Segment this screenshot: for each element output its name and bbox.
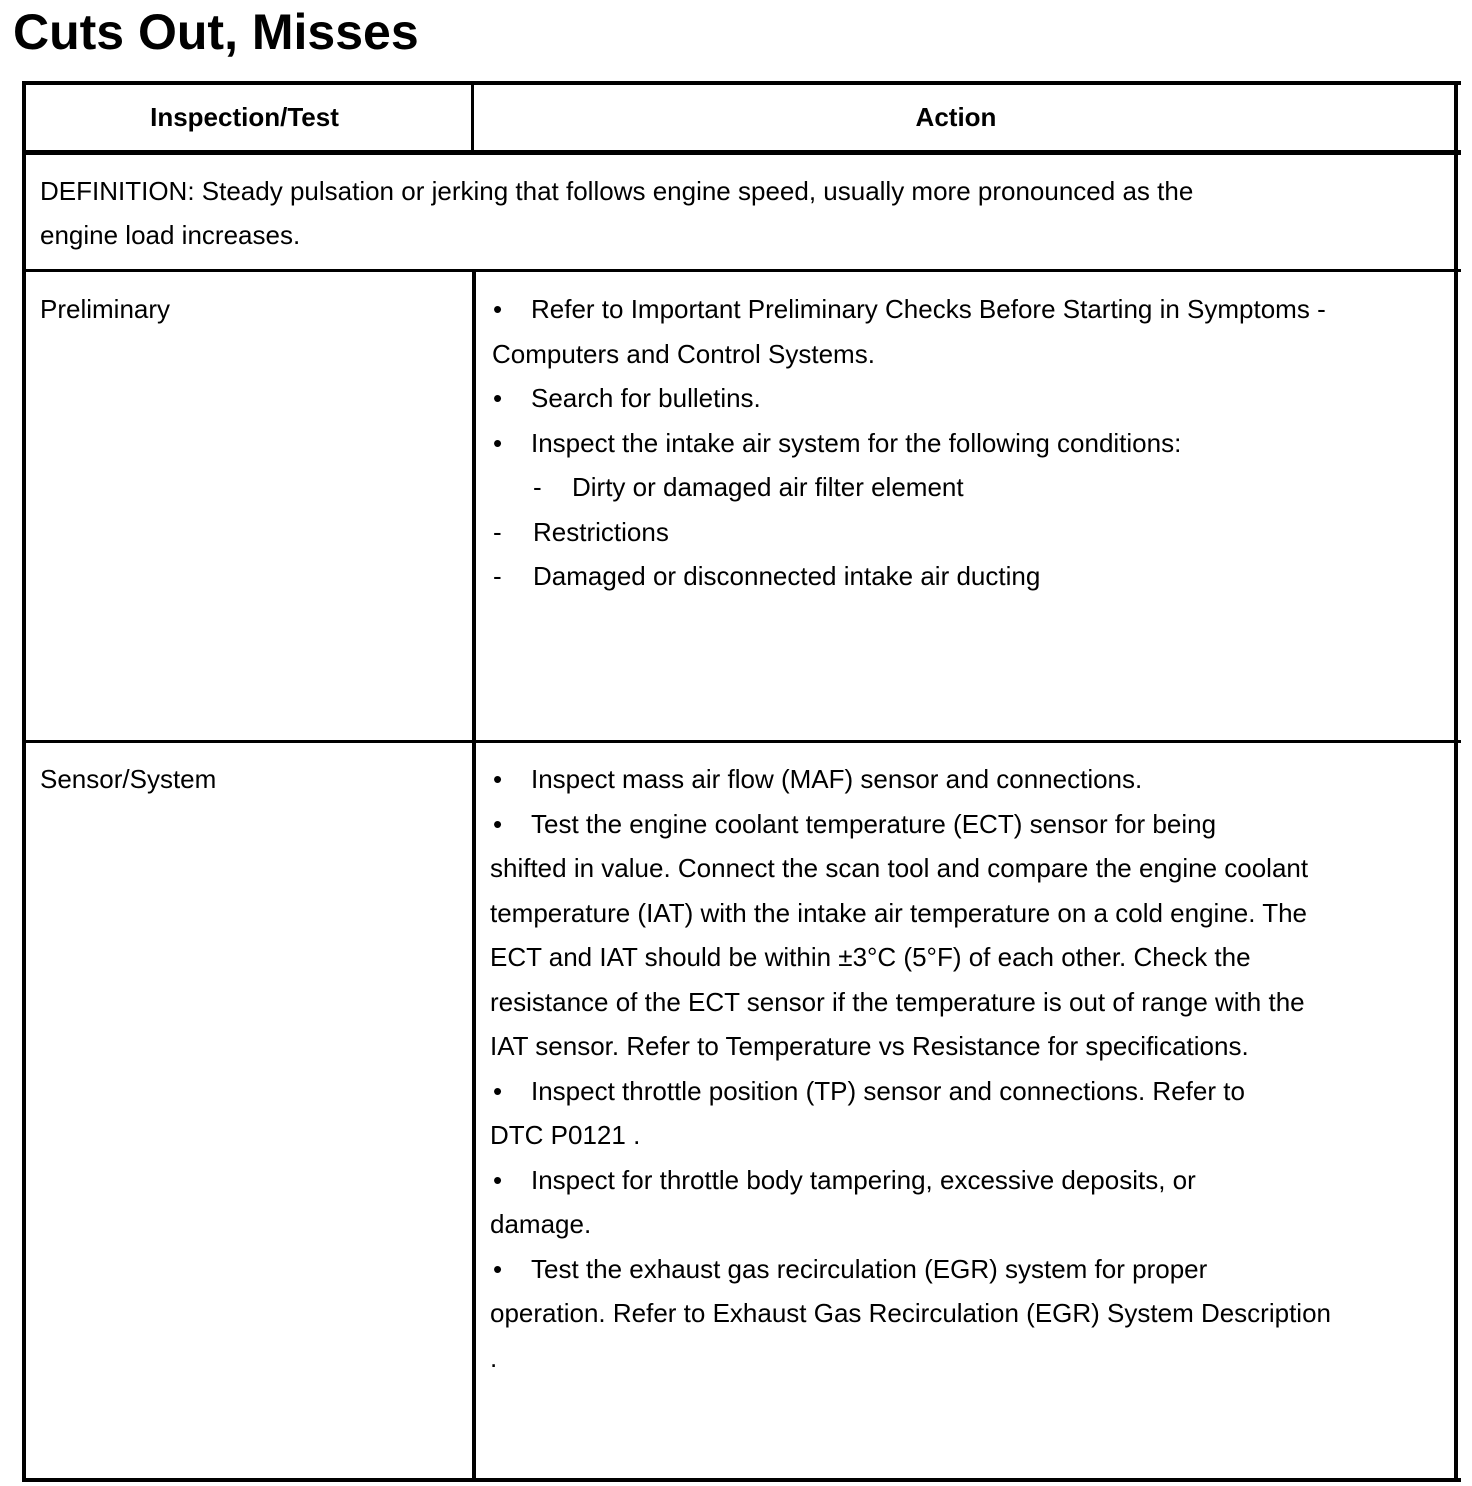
row-divider [22,740,1461,743]
action-line: Damaged or disconnected intake air ducting [533,561,1041,591]
bullet-icon: • [493,383,503,413]
bullet-icon: • [493,1075,503,1106]
definition-line-1: DEFINITION: Steady pulsation or jerking that follows engine speed, usually more pronounced as the [40,176,1194,206]
table-border-bottom [22,1478,1461,1482]
action-line: Test the engine coolant temperature (ECT) sensor for being [531,808,1217,839]
action-line: Restrictions [533,516,669,547]
action-line: Inspect throttle position (TP) sensor and connections. Refer to [531,1075,1245,1106]
row-label-preliminary: Preliminary [40,294,171,324]
diagnostic-table [22,81,1461,1482]
bullet-icon: • [493,808,503,839]
action-line: damage. [490,1209,592,1239]
action-line: Search for bulletins. [531,383,761,413]
body-column-divider [472,270,476,1480]
dash-marker: - [533,472,542,502]
action-line: IAT sensor. Refer to Temperature vs Resistance for specifications. [490,1031,1249,1061]
column-header-action: Action [915,102,997,132]
action-line: Inspect for throttle body tampering, excessive deposits, or [531,1164,1196,1195]
dash-marker: - [493,561,502,591]
action-line: . [490,1342,498,1373]
bullet-icon: • [493,1164,503,1195]
header-divider [22,150,1461,155]
action-line: Computers and Control Systems. [492,338,875,369]
action-line: Test the exhaust gas recirculation (EGR) system for proper [531,1253,1208,1284]
table-border-top [22,81,1461,85]
action-line: Inspect the intake air system for the following conditions: [531,427,1182,458]
action-line: shifted in value. Connect the scan tool and compare the engine coolant [490,853,1309,883]
dash-marker: - [493,516,502,547]
bullet-icon: • [493,427,503,458]
action-line: resistance of the ECT sensor if the temperature is out of range with the [490,986,1305,1017]
action-line: operation. Refer to Exhaust Gas Recirculation (EGR) System Description [490,1298,1332,1328]
column-header-inspection: Inspection/Test [150,102,339,132]
bullet-icon: • [493,294,503,324]
action-line: Inspect mass air flow (MAF) sensor and connections. [531,764,1143,794]
definition-line-2: engine load increases. [40,220,301,250]
row-label-sensor-system: Sensor/System [40,764,217,794]
action-line: Dirty or damaged air filter element [572,472,964,502]
action-line: temperature (IAT) with the intake air temperature on a cold engine. The [490,897,1308,928]
action-line: ECT and IAT should be within ±3°C (5°F) of each other. Check the [490,942,1251,972]
action-line: DTC P0121 . [490,1120,641,1150]
bullet-icon: • [493,764,503,794]
table-border-right [1454,81,1458,1482]
bullet-icon: • [493,1253,503,1284]
page-title: Cuts Out, Misses [13,4,419,60]
table-border-left [22,81,26,1482]
definition-divider [22,269,1461,272]
action-line: Refer to Important Preliminary Checks Before Starting in Symptoms - [531,294,1326,324]
